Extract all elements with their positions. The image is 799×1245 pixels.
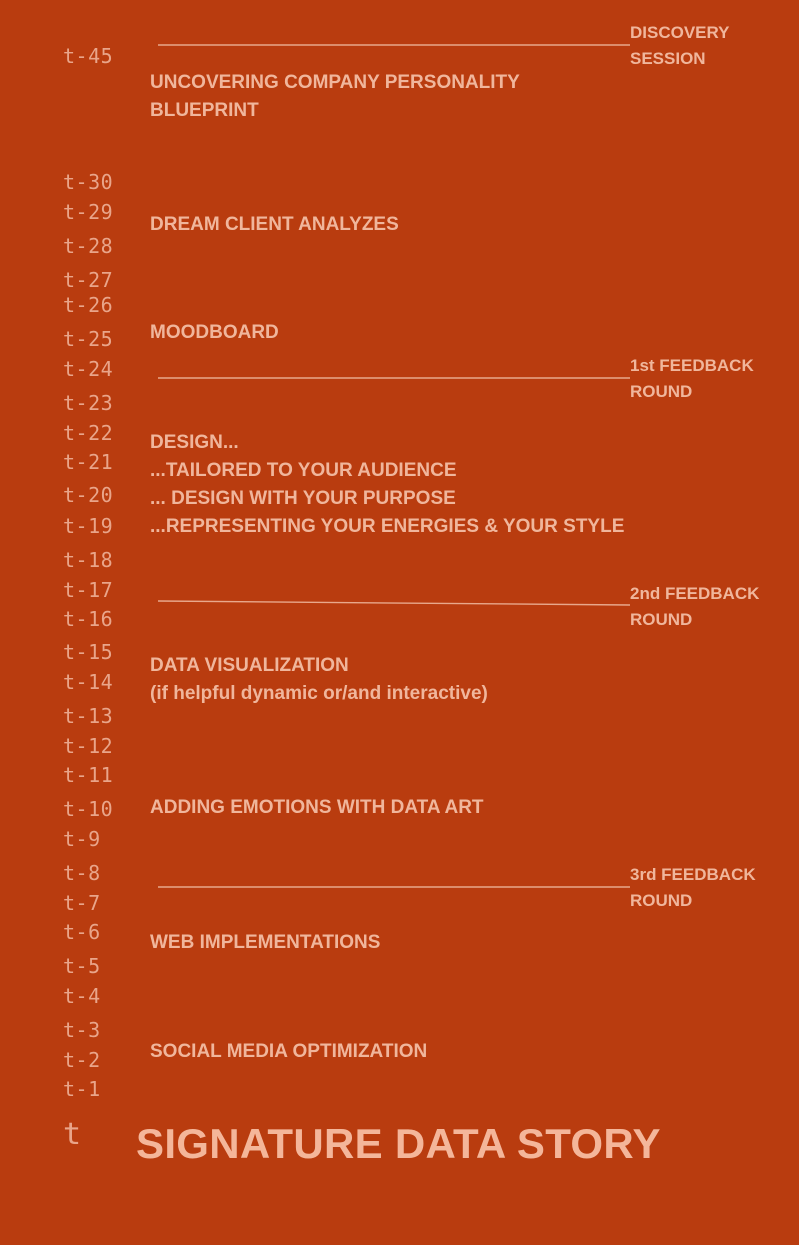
tick-label: t-11 bbox=[63, 763, 114, 787]
milestone-line-text: 3rd FEEDBACK bbox=[630, 865, 756, 884]
tick-label: t-16 bbox=[63, 607, 114, 631]
tick-label: t-21 bbox=[63, 450, 114, 474]
milestone-line-text: 1st FEEDBACK bbox=[630, 356, 754, 375]
step-data-visualization bbox=[150, 652, 488, 708]
tick-label: t-7 bbox=[63, 891, 101, 915]
milestone-discovery bbox=[630, 20, 730, 72]
tick-label: t-19 bbox=[63, 514, 114, 538]
step-line: (if helpful dynamic or/and interactive) bbox=[150, 683, 488, 704]
milestone-feedback-1 bbox=[630, 353, 754, 405]
milestone-feedback-2 bbox=[630, 581, 759, 633]
milestone-line-text: SESSION bbox=[630, 49, 706, 68]
milestone-feedback-3 bbox=[630, 862, 756, 914]
page-title: SIGNATURE DATA STORY bbox=[136, 1120, 661, 1167]
tick-label: t-18 bbox=[63, 548, 114, 572]
milestone-line-text: 2nd FEEDBACK bbox=[630, 584, 760, 603]
step-social-media: SOCIAL MEDIA OPTIMIZATION bbox=[150, 1041, 428, 1062]
step-line: ...TAILORED TO YOUR AUDIENCE bbox=[150, 460, 457, 481]
step-line: ...REPRESENTING YOUR ENERGIES & YOUR STYLE bbox=[150, 516, 625, 537]
tick-label: t-27 bbox=[63, 268, 114, 292]
milestone-line-text: DISCOVERY bbox=[630, 23, 730, 42]
milestone-line-feedback3 bbox=[158, 882, 630, 894]
tick-label: t-30 bbox=[63, 170, 114, 194]
tick-label: t-2 bbox=[63, 1048, 101, 1072]
tick-label: t-17 bbox=[63, 578, 114, 602]
tick-label: t-3 bbox=[63, 1018, 101, 1042]
milestone-line-feedback1 bbox=[158, 373, 630, 385]
tick-label: t-1 bbox=[63, 1077, 101, 1101]
tick-label: t-29 bbox=[63, 200, 114, 224]
tick-label: t-12 bbox=[63, 734, 114, 758]
tick-label: t-28 bbox=[63, 234, 114, 258]
step-line: BLUEPRINT bbox=[150, 100, 259, 121]
tick-label: t-5 bbox=[63, 954, 101, 978]
tick-label: t-4 bbox=[63, 984, 101, 1008]
step-data-art: ADDING EMOTIONS WITH DATA ART bbox=[150, 797, 484, 818]
step-web-implementations: WEB IMPLEMENTATIONS bbox=[150, 932, 381, 953]
step-line: UNCOVERING COMPANY PERSONALITY bbox=[150, 72, 520, 93]
milestone-line-text: ROUND bbox=[630, 610, 693, 629]
milestone-line-discovery bbox=[158, 40, 630, 52]
tick-label: t-15 bbox=[63, 640, 114, 664]
tick-label: t-45 bbox=[63, 44, 114, 68]
tick-label: t-9 bbox=[63, 827, 101, 851]
tick-label: t-10 bbox=[63, 797, 114, 821]
tick-label: t-6 bbox=[63, 920, 101, 944]
step-design bbox=[150, 429, 624, 541]
tick-label: t-20 bbox=[63, 483, 114, 507]
milestone-line-feedback2 bbox=[158, 597, 630, 609]
tick-label: t-14 bbox=[63, 670, 114, 694]
final-tick-label: t bbox=[63, 1117, 82, 1152]
step-line: DATA VISUALIZATION bbox=[150, 655, 349, 676]
tick-label: t-13 bbox=[63, 704, 114, 728]
tick-label: t-26 bbox=[63, 293, 114, 317]
tick-label: t-24 bbox=[63, 357, 114, 381]
step-line: ... DESIGN WITH YOUR PURPOSE bbox=[150, 488, 456, 509]
tick-label: t-23 bbox=[63, 391, 114, 415]
step-line: DESIGN... bbox=[150, 432, 239, 453]
tick-label: t-8 bbox=[63, 861, 101, 885]
milestone-line-text: ROUND bbox=[630, 382, 693, 401]
step-personality bbox=[150, 69, 520, 125]
tick-label: t-22 bbox=[63, 421, 114, 445]
step-dream-client: DREAM CLIENT ANALYZES bbox=[150, 214, 399, 235]
tick-label: t-25 bbox=[63, 327, 114, 351]
step-moodboard: MOODBOARD bbox=[150, 322, 279, 343]
milestone-line-text: ROUND bbox=[630, 891, 693, 910]
